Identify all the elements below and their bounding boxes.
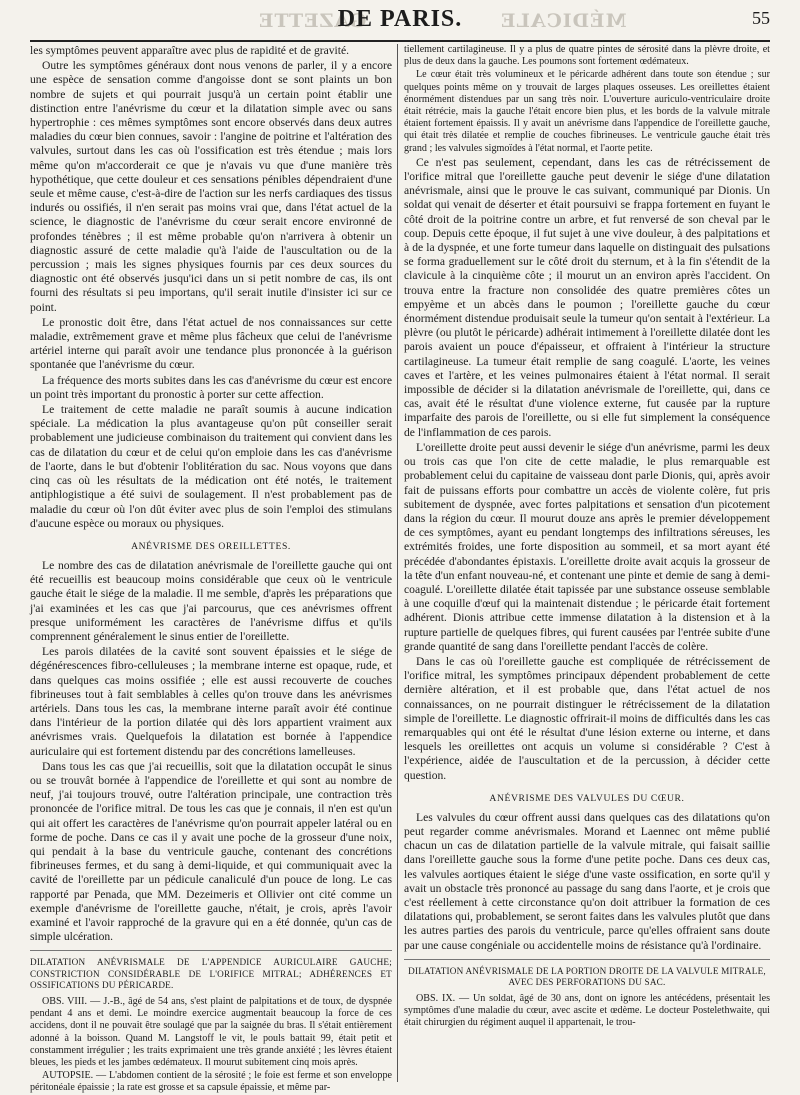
- observation-text: OBS. IX. — Un soldat, âgé de 30 ans, dont on ignore les antécédens, présentait les symptômes d'une maladie du cœur, avec ascite et œdème. Le docteur Postelethwaite, qui était chirurgien du régiment auquel il appartenait, le trou-: [404, 992, 770, 1029]
- right-column: [404, 44, 770, 1082]
- paragraph: Les valvules du cœur offrent aussi dans quelques cas des dilatations qu'on peut regarder comme anévrismales. Morand et Laennec ont même publié chacun un cas de dilatation partielle de la valvule mitrale, qui faisait saillie dans l'oreillette gauche sous la forme d'une petite poche. Dans ces deux cas, les valvules aortiques étaient le siége d'une vaste ossification, en sorte qu'il y avait un obstacle très prononcé au passage du sang dans l'aorte, et je crois que c'est réellement à cette circonstance qu'on doit attribuer la formation de ces dilatations qui, probablement, se seront faites dans les valvules plutôt que dans les autres parties des parois du ventricule, parce qu'elles offraient sans doute par une cause congéniale ou accidentelle moins de résistance qu'à l'ordinaire.: [404, 810, 770, 952]
- observation-text: OBS. VIII. — J.-B., âgé de 54 ans, s'est plaint de palpitations et de toux, de dyspnée pendant 4 ans et demi. Le moindre exercice augmentait beaucoup la force de ces accidens, dont il ne pouvait être soulagé que par la saignée du bras. Il s'était entièrement adonné à la boisson. Quand M. Langstoff le vit, le pouls battait 99, était petit et constamment irrégulier ; les traits exprimaient une très grande anxiété ; les lèvres étaient bleues, les pieds et les jambes œdémateux. Il mourut subitement cinq mois après.: [30, 995, 392, 1068]
- page-title: DE PARIS.: [337, 6, 463, 32]
- header-rule: [30, 40, 770, 42]
- paragraph: tiellement cartilagineuse. Il y a plus de quatre pintes de sérosité dans la plèvre droite, et plus de deux dans la gauche. Les poumons sont fortement œdémateux.: [404, 44, 770, 68]
- section-heading: ANÉVRISME DES OREILLETTES.: [131, 540, 291, 552]
- paragraph: Ce n'est pas seulement, cependant, dans les cas de rétrécissement de l'orifice mitral que l'oreillette gauche peut devenir le siége d'une dilatation anévrismale, ainsi que le prouve le cas suivant, communiqué par Dionis. Un soldat qui venait de déserter et était poursuivi se frappa fortement en fuyant le côté droit de la poitrine contre un arbre, et fut renversé de son cheval par le coup. Depuis cette époque, il fut sujet à une vive douleur, à des palpitations et à de la dyspnée, et une forte tumeur dans laquelle on distinguait des pulsations se forma graduellement sur le côté droit du sternum, et à la fin s'étendit de la clavicule à la cinquième côte ; il mourut un an environ après l'accident. On trouva entre la fracture non consolidée des quatre premières côtes un empyème et un abcès dans le poumon ; l'oreillette gauche du cœur énormément distendue produisait seule la tumeur qu'on sentait à l'extérieur. La plèvre (ou plutôt le péricarde) adhérait intimement à l'oreillette dilatée dont les parois avaient un pouce d'épaisseur, et offraient à l'intérieur la structure cartilagineuse. La tumeur était remplie de sang coagulé. L'aorte, les veines caves et l'artère, et les veines pulmonaires étaient à l'état normal. Il serait impossible de décider si la dilatation anévrismale de l'oreillette, qui, dans ce cas, avait été le résultat d'une violence externe, fut causée par la rupture imparfaite des parois de l'oreillette, ou si elle fut simplement la conséquence de l'inflammation de ces parois.: [404, 155, 770, 439]
- paragraph: Outre les symptômes généraux dont nous venons de parler, il y a encore une espèce de sensation comme d'angoisse dont se sont plaints un bon nombre de sujets et qui pourrait jusqu'à un certain point établir une distinction entre l'anévrisme du cœur et la dilatation simple avec ou sans hypertrophie : ces mêmes symptômes sont encore observés dans deux autres maladies du cœur bien connues, savoir : l'angine de poitrine et l'altération des valvules, surtout dans les cas où l'ossification est très étendue ; mais lors même qu'on m'accorderait ce que je n'avais vu que d'une manière très hypothétique, que cette douleur et ces sensations pénibles dépendraient d'une seule et même cause, c'est-à-dire de l'action sur les nerfs cardiaques des tissus indurés ou ossifiés, il n'en serait pas moins vrai que, dans l'état actuel de la science, le diagnostic de l'anévrisme du cœur serait encore environné de profondes ténèbres ; il est même probable qu'on n'arrivera à obtenir un diagnostic assuré de cette maladie qu'à l'aide de l'auscultation ou de la percussion ; mais les signes physiques fournis par ces deux sources du diagnostic ont été observés jusqu'ici dans un si petit nombre de cas, ils ont fourni des résultats si peu importans, qu'il serait inutile d'insister ici sur ce point.: [30, 59, 392, 314]
- paragraph: Le cœur était très volumineux et le péricarde adhérent dans toute son étendue ; sur quelques points même on y trouvait de larges plaques osseuses. Les oreillettes étaient énormément distendues par un sang très noir. L'ouverture auriculo-ventriculaire droite était rétrécie, mais la gauche l'était encore bien plus, et les bords de la valvule mitrale étaient fortement épaissis. Il y avait un anévrisme dans l'appendice de l'oreillette gauche, qui était très dilatée et remplie de couches fibrineuses. Le ventricule gauche était très grand ; les valvules sigmoïdes à l'état normal, et l'aorte petite.: [404, 69, 770, 154]
- left-column: [30, 44, 392, 1094]
- autopsy-text: AUTOPSIE. — L'abdomen contient de la sérosité ; le foie est ferme et son enveloppe péritonéale épaissie ; la rate est grosse et sa capsule épaissie, et même par-: [30, 1070, 392, 1094]
- paragraph: Dans le cas où l'oreillette gauche est compliquée de rétrécissement de l'orifice mitral, les symptômes principaux dépendent probablement de cette dernière altération, et il est probable que, dans l'état actuel de nos connaissances, on ne pourrait distinguer le rétrécissement de la dilatation simple de l'oreillette. Le diagnostic offrirait-il moins de difficultés dans les cas remarquables qui ont été le résultat d'une lésion externe ou interne, et dans lesquels les oreillettes ont acquis un volume si considérable ? C'est à l'expérience, aidée de l'auscultation et de la percussion, à décider cette question.: [404, 654, 770, 782]
- paragraph: L'oreillette droite peut aussi devenir le siége d'un anévrisme, parmi les deux ou trois cas que l'on cite de cette maladie, le plus remarquable est probablement celui du capitaine de vaisseau dont parle Dionis, qui, après avoir fait de puissans efforts pour combattre un accès de violente colère, fut pris subitement de dyspnée, avec fortes palpitations et sensation d'un picotement dans la région du cœur. Il mourut douze ans après le premier développement de ces symptômes, ayant eu pendant longtemps des infiltrations séreuses, les extrémités froides, une forte disposition au sommeil, et sa mort ayant été précédée d'abondantes épistaxis. L'oreillette droite avait acquis la grosseur de la tête d'un enfant nouveau-né, et contenant une pinte et demie de sang à demi-coagulé. L'oreillette dilatée était tapissée par une substance osseuse semblable à une coquille d'œuf qui la maintenait distendue ; le péricarde était fortement adhérent. Dionis attribue cette immense dilatation à la distension et à la rupture partielle de quelques fibres, qui furent causées par l'entrée subite d'une grande quantité de sang dans l'oreillette pendant l'accès de colère.: [404, 440, 770, 653]
- paragraph: Le traitement de cette maladie ne paraît soumis à aucune indication spéciale. La médication la plus avantageuse qu'on pût conseiller serait probablement une judicieuse combinaison du traitement qui convient dans les cas de dilatation du cœur et de celui qu'on emploie dans les cas d'anévrisme de l'aorte, dans le but d'obtenir l'oblitération du sac. Nous voyons que dans cinq cas où les résultats de la médication ont été notés, le traitement antiphlogistique a été suivi de soulagement. Il n'est probablement pas de maladie du cœur où l'on dût éviter avec plus de soin l'emploi des stimulans d'aucune espèce ou moraux ou physiques.: [30, 403, 392, 530]
- paragraph: les symptômes peuvent apparaître avec plus de rapidité et de gravité.: [30, 44, 350, 57]
- paragraph: Dans tous les cas que j'ai recueillis, soit que la dilatation occupât le sinus ou se trouvât bornée à l'appendice de l'oreillette et qui sont au nombre de neuf, j'ai toujours trouvé, outre l'altération principale, une contraction très prononcée de l'orifice mitral. De tous les cas que je connais, il n'en est qu'un qui ait offert les caractères de l'anévrisme qu'on pourrait appeler latéral ou en forme de poche. Dans ce cas il y avait une poche de la grosseur d'une noix, qui pendait à la base du ventricule gauche, contenant des concrétions fibrineuses fermes, et du sang à demi-liquide, et qui communiquait avec la cavité de l'oreillette par un pédicule canaliculé d'un pouce de long. Le cas rapporté par Penada, que MM. Dezeimeris et Ollivier ont cité comme un exemple d'anévrisme de l'oreillette gauche, n'était, je crois, après l'avoir examiné et l'avoir rapproché de la gravure qui en a été donnée, qu'un cas de simple ulcération.: [30, 759, 392, 944]
- column-divider: [397, 44, 398, 1082]
- section-heading: ANÉVRISME DES VALVULES DU CŒUR.: [489, 792, 685, 804]
- observation-heading: DILATATION ANÉVRISMALE DE L'APPENDICE AURICULAIRE GAUCHE; CONSTRICTION CONSIDÉRABLE DE L'ORIFICE MITRAL; ADHÉRENCES ET OSSIFICATIONS DU PÉRICARDE.: [30, 950, 392, 992]
- page-number: 55: [752, 8, 770, 28]
- observation-heading: DILATATION ANÉVRISMALE DE LA PORTION DROITE DE LA VALVULE MITRALE, AVEC DES PERFORATIONS DU SAC.: [404, 959, 770, 989]
- paragraph: Les parois dilatées de la cavité sont souvent épaissies et le siége de dégénérescences fibro-celluleuses ; la membrane interne est opaque, rude, et dans quelques cas moins ossifiée ; elle est aussi recouverte de couches fibrineuses tout à fait semblables à celles qu'on trouve dans les anévrismes artériels. Dans tous les cas, la membrane interne paraît avoir été continue dans l'intérieur de la portion dilatée qui dès lors appartient vraiment aux anévrismes vrais. Quelquefois la dilatation est bornée à l'appendice auriculaire qui est fortement distendu par des concrétions lamelleuses.: [30, 645, 392, 758]
- page-header: [30, 4, 770, 40]
- paragraph: Le pronostic doit être, dans l'état actuel de nos connaissances sur cette maladie, extrêmement grave et même plus fâcheux que celui de l'anévrisme artériel interne qui paraît avoir une tendance plus prononcée à la guérison spontanée que l'anévrisme du cœur.: [30, 315, 392, 372]
- text-columns: [30, 44, 770, 1094]
- paragraph: Le nombre des cas de dilatation anévrismale de l'oreillette gauche qui ont été recueillis est beaucoup moins considérable que ceux où le ventricule gauche était le siége de la maladie. Il me semble, d'après les préparations que j'ai examinées et les cas que j'ai parcourus, que ces anévrismes offrent presque uniformément les caractères de l'anévrisme diffus et qu'ils comprennent généralement le sinus entier de l'oreillette.: [30, 558, 392, 643]
- bleed-through-text-left: GAZETTE: [258, 10, 367, 32]
- bleed-through-text-right: MÉDICALE: [500, 10, 627, 32]
- paragraph: La fréquence des morts subites dans les cas d'anévrisme du cœur est encore un point très important du pronostic à porter sur cette affection.: [30, 373, 392, 401]
